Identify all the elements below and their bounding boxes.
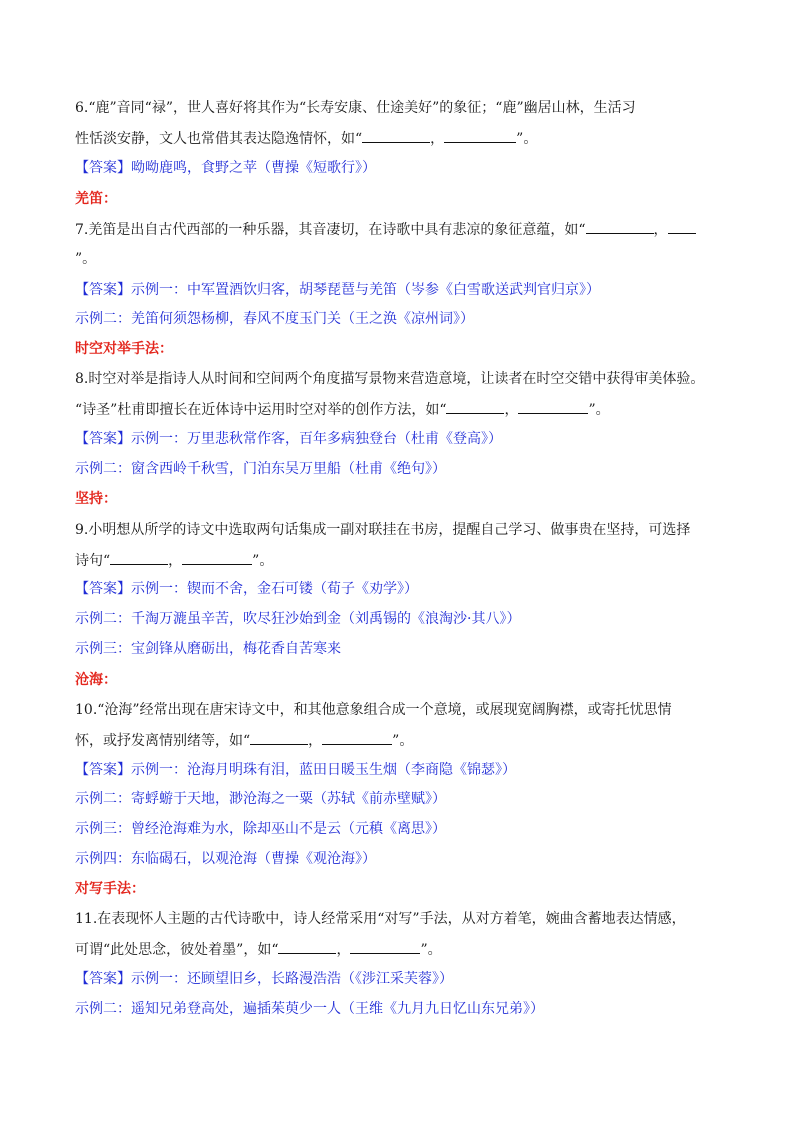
answer-11a [75,969,453,989]
answer-blank[interactable] [362,128,430,143]
answer-blank[interactable] [446,399,504,414]
answer-blank[interactable] [250,730,308,745]
answer-text: 示例一：万里悲秋常作客，百年多病独登台（杜甫《登高》） [131,431,502,447]
answer-blank[interactable] [350,939,420,954]
answer-blank[interactable] [668,219,696,234]
answer-tag: 【答案】 [75,431,131,447]
question-11-line-2 [75,939,442,960]
question-11-line-1: 11.在表现怀人主题的古代诗歌中，诗人经常采用“对写”手法，从对方着笔，婉曲含蓄地表达情感， [75,911,686,927]
answer-text: 示例一：中军置酒饮归客，胡琴琵琶与羌笛（岑参《白雪歌送武判官归京》） [131,282,600,298]
question-7-line-1 [75,219,696,240]
answer-tag: 【答案】 [75,971,131,987]
question-8-line-2 [75,399,610,420]
question-10-line-1: 10.“沧海”经常出现在唐宋诗文中，和其他意象组合成一个意境，或展现宽阔胸襟，或寄托忧思情 [75,702,672,718]
section-heading: 羌笛： [75,191,117,207]
answer-10c: 示例三：曾经沧海难为水，除却巫山不是云（元稹《离思》） [75,821,446,837]
answer-9b: 示例二：千淘万漉虽辛苦，吹尽狂沙始到金（刘禹锡的《浪淘沙·其八》） [75,611,521,627]
answer-8b: 示例二：窗含西岭千秋雪，门泊东吴万里船（杜甫《绝句》） [75,461,446,477]
separator: ， [168,553,183,569]
answer-text: 示例一：还顾望旧乡，长路漫浩浩（《涉江采芙蓉》） [131,971,453,987]
answer-10b: 示例二：寄蜉蝣于天地，渺沧海之一粟（苏轼《前赤壁赋》） [75,791,446,807]
answer-11b: 示例二：遥知兄弟登高处，遍插茱萸少一人（王维《九月九日忆山东兄弟》） [75,1001,544,1017]
section-heading: 对写手法： [75,881,145,897]
answer-10a [75,760,516,780]
question-suffix: ”。 [392,733,414,749]
question-prefix: “诗圣”杜甫即擅长在近体诗中运用时空对举的创作方法，如“ [75,402,447,418]
answer-blank[interactable] [586,219,654,234]
answer-tag: 【答案】 [75,762,131,778]
question-6-line-2 [75,128,537,149]
answer-text: 示例一：沧海月明珠有泪，蓝田日暖玉生烟（李商隐《锦瑟》） [131,762,516,778]
question-prefix: 性恬淡安静，文人也常借其表达隐逸情怀，如“ [75,131,363,147]
separator: ， [653,222,668,238]
question-9-line-1: 9.小明想从所学的诗文中选取两句话集成一副对联挂在书房，提醒自己学习、做事贵在坚持，可选择 [75,522,691,538]
section-heading: 沧海： [75,672,117,688]
question-suffix: ”。 [420,942,442,958]
section-heading: 坚持： [75,491,117,507]
question-prefix: 诗句“ [75,553,111,569]
answer-blank[interactable] [182,550,252,565]
separator: ， [504,402,519,418]
answer-text: 示例一：锲而不舍，金石可镂（荀子《劝学》） [131,581,418,597]
answer-blank[interactable] [322,730,392,745]
question-7-line-2: ”。 [75,251,97,267]
answer-blank[interactable] [110,550,168,565]
answer-8a [75,429,502,449]
answer-blank[interactable] [444,128,516,143]
answer-6 [75,158,376,178]
answer-9c: 示例三：宝剑锋从磨砺出，梅花香自苦寒来 [75,641,341,657]
answer-tag: 【答案】 [75,282,131,298]
answer-9a [75,579,418,599]
separator: ， [430,131,445,147]
answer-text: 呦呦鹿鸣，食野之苹（曹操《短歌行》） [131,160,376,176]
question-9-line-2 [75,550,273,571]
answer-10d: 示例四：东临碣石，以观沧海（曹操《观沧海》） [75,851,376,867]
answer-blank[interactable] [278,939,336,954]
question-10-line-2 [75,730,413,751]
question-6-line-1: 6.“鹿”音同“禄”，世人喜好将其作为“长寿安康、仕途美好”的象征；“鹿”幽居山林，生活习 [75,100,636,116]
question-suffix: ”。 [588,402,610,418]
question-8-line-1: 8.时空对举是指诗人从时间和空间两个角度描写景物来营造意境，让读者在时空交错中获得审美体验。 [75,371,705,387]
separator: ， [308,733,323,749]
question-prefix: 可谓“此处思念，彼处着墨”，如“ [75,942,279,958]
answer-blank[interactable] [518,399,588,414]
question-prefix: 怀，或抒发离情别绪等，如“ [75,733,251,749]
section-heading: 时空对举手法： [75,341,173,357]
question-prefix: 7.羌笛是出自古代西部的一种乐器，其音凄切，在诗歌中具有悲凉的象征意蕴，如“ [75,222,586,238]
answer-tag: 【答案】 [75,581,131,597]
answer-7a [75,280,600,300]
separator: ， [336,942,351,958]
question-suffix: ”。 [516,131,538,147]
answer-7b: 示例二：羌笛何须怨杨柳，春风不度玉门关（王之涣《凉州词》） [75,311,474,327]
answer-tag: 【答案】 [75,160,131,176]
question-suffix: ”。 [252,553,274,569]
